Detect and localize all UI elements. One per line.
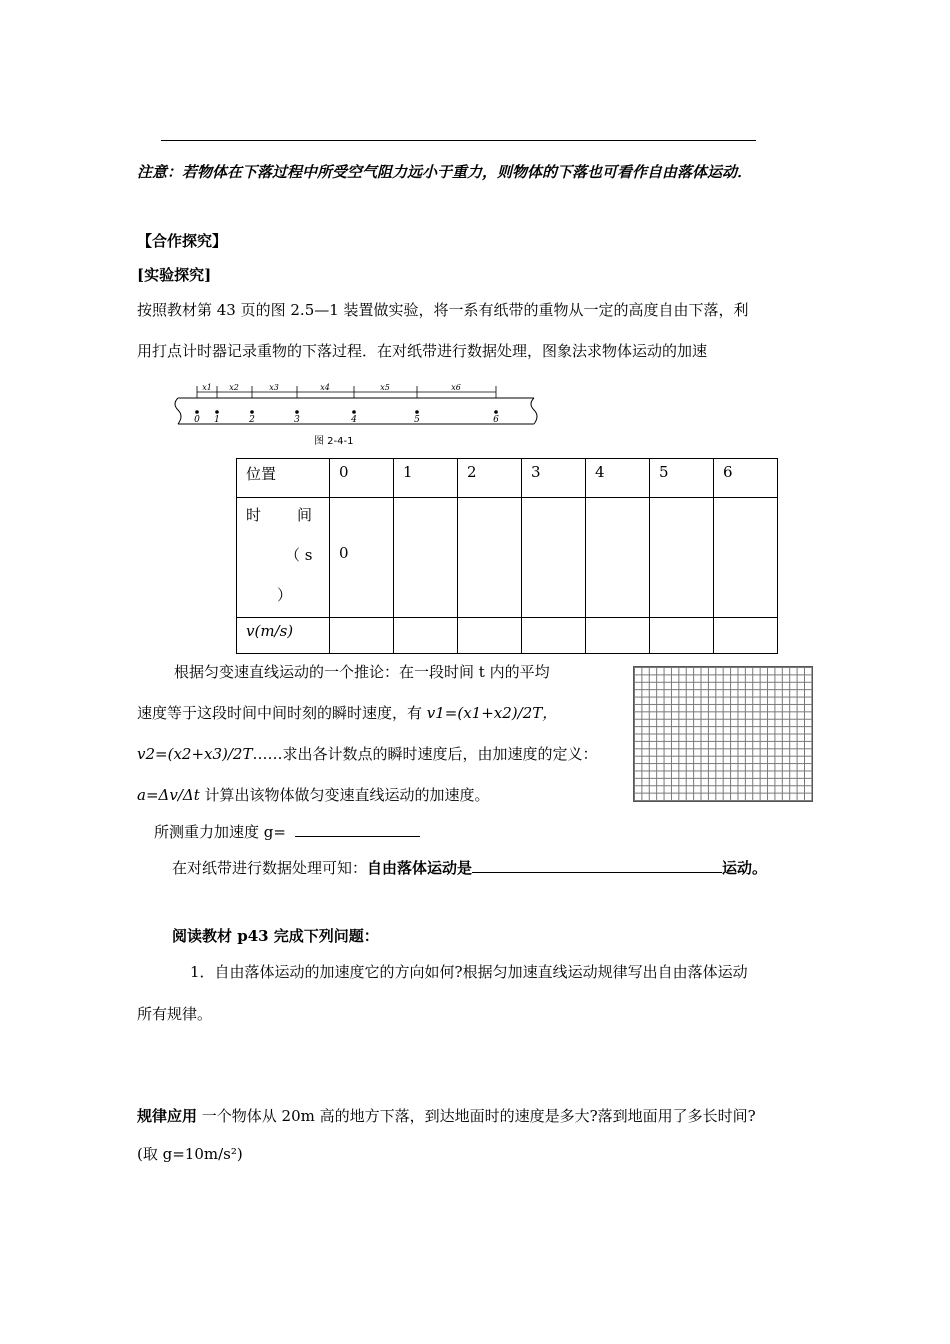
tape-segment-label: x3 xyxy=(269,383,279,392)
formula-acceleration: a=Δv/Δt xyxy=(137,786,200,804)
table-position-cell: 4 xyxy=(586,459,650,498)
reading-title: 阅读教材 p43 完成下列问题： xyxy=(172,927,379,945)
tape-point xyxy=(195,410,199,414)
inference-line-2-text: 速度等于这段时间中间时刻的瞬时速度，有 xyxy=(137,704,427,722)
table-time-cell: 0 xyxy=(330,498,394,618)
table-header-position: 位置 xyxy=(237,459,330,498)
table-position-cell: 1 xyxy=(394,459,458,498)
inference-line-3-text: ……求出各计数点的瞬时速度后，由加速度的定义： xyxy=(252,745,598,763)
conclusion-text-c: 运动。 xyxy=(722,859,768,877)
section-experiment-heading: [实验探究] xyxy=(137,266,212,284)
time-label-part: 时 xyxy=(246,506,262,524)
application-line-1 xyxy=(137,1106,756,1126)
tape-point xyxy=(352,410,356,414)
table-time-cell xyxy=(586,498,650,618)
graph-grid xyxy=(633,666,813,802)
table-time-cell xyxy=(458,498,522,618)
tape-segment-label: x4 xyxy=(320,383,330,392)
table-position-cell: 5 xyxy=(650,459,714,498)
application-title: 规律应用 xyxy=(137,1107,198,1125)
table-velocity-cell xyxy=(522,618,586,654)
question-1-line-2: 所有规律。 xyxy=(137,1005,213,1023)
intro-line-1: 按照教材第 43 页的图 2.5—1 装置做实验，将一系有纸带的重物从一定的高度自由下落，利 xyxy=(137,301,749,319)
tape-caption: 图 2-4-1 xyxy=(314,436,354,447)
table-velocity-cell xyxy=(330,618,394,654)
table-position-cell: 6 xyxy=(714,459,778,498)
table-time-cell xyxy=(650,498,714,618)
time-label-part: 间 xyxy=(297,506,313,524)
table-time-cell xyxy=(394,498,458,618)
table-header-time xyxy=(237,498,330,618)
inference-line-4 xyxy=(137,785,490,805)
paper-tape-diagram xyxy=(166,380,546,452)
tape-point-label: 2 xyxy=(249,415,255,425)
table-position-cell: 3 xyxy=(522,459,586,498)
tape-segment-label: x6 xyxy=(451,383,461,392)
table-velocity-cell xyxy=(586,618,650,654)
tape-point xyxy=(494,410,498,414)
conclusion-line xyxy=(172,857,767,878)
tape-point xyxy=(250,410,254,414)
table-velocity-cell xyxy=(714,618,778,654)
table-time-cell xyxy=(522,498,586,618)
tape-point-label: 1 xyxy=(214,415,220,425)
inference-line-1: 根据匀变速直线运动的一个推论：在一段时间 t 内的平均 xyxy=(174,663,550,681)
tape-point-label: 0 xyxy=(194,415,200,425)
inference-line-3 xyxy=(137,744,597,764)
application-text: 一个物体从 20m 高的地方下落，到达地面时的速度是多大?落到地面用了多长时间? xyxy=(197,1107,756,1125)
application-line-2: (取 g=10m/s²) xyxy=(137,1145,243,1163)
tape-point-label: 3 xyxy=(294,415,300,425)
section-coop-heading: 【合作探究】 xyxy=(137,232,228,250)
table-velocity-cell xyxy=(650,618,714,654)
tape-point xyxy=(295,410,299,414)
measured-g-line xyxy=(154,821,420,842)
table-position-cell: 0 xyxy=(330,459,394,498)
conclusion-text-b: 自由落体运动是 xyxy=(367,859,473,877)
tape-segment-label: x5 xyxy=(380,383,390,392)
tape-point xyxy=(415,410,419,414)
data-table xyxy=(236,458,778,654)
formula-v1: v1=(x1+x2)/2T， xyxy=(426,704,558,722)
inference-line-2 xyxy=(137,703,557,723)
tape-point-label: 6 xyxy=(493,415,499,425)
top-rule xyxy=(161,140,756,141)
inference-line-4-text: 计算出该物体做匀变速直线运动的加速度。 xyxy=(199,786,490,804)
table-velocity-cell xyxy=(394,618,458,654)
question-1-line-1: 1．自由落体运动的加速度它的方向如何?根据匀加速直线运动规律写出自由落体运动 xyxy=(190,963,748,981)
tape-segment-label: x1 xyxy=(202,383,212,392)
tape-point xyxy=(215,410,219,414)
time-label-part: ） xyxy=(277,586,293,604)
time-label-part: （ s xyxy=(285,546,313,564)
tape-point-label: 5 xyxy=(414,415,420,425)
tape-segment-label: x2 xyxy=(229,383,239,392)
conclusion-blank[interactable] xyxy=(472,857,722,873)
note-text: 注意：若物体在下落过程中所受空气阻力远小于重力，则物体的下落也可看作自由落体运动． xyxy=(137,163,753,181)
tape-point-label: 4 xyxy=(351,415,357,425)
formula-v2: v2=(x2+x3)/2T xyxy=(137,745,253,763)
intro-line-2: 用打点计时器记录重物的下落过程．在对纸带进行数据处理，图象法求物体运动的加速 xyxy=(137,342,708,360)
conclusion-text-a: 在对纸带进行数据处理可知： xyxy=(172,859,368,877)
table-velocity-cell xyxy=(458,618,522,654)
table-position-cell: 2 xyxy=(458,459,522,498)
table-header-velocity: v(m/s) xyxy=(237,618,330,654)
measured-g-label: 所测重力加速度 g= xyxy=(154,823,286,841)
table-time-cell xyxy=(714,498,778,618)
measured-g-blank[interactable] xyxy=(295,821,420,837)
